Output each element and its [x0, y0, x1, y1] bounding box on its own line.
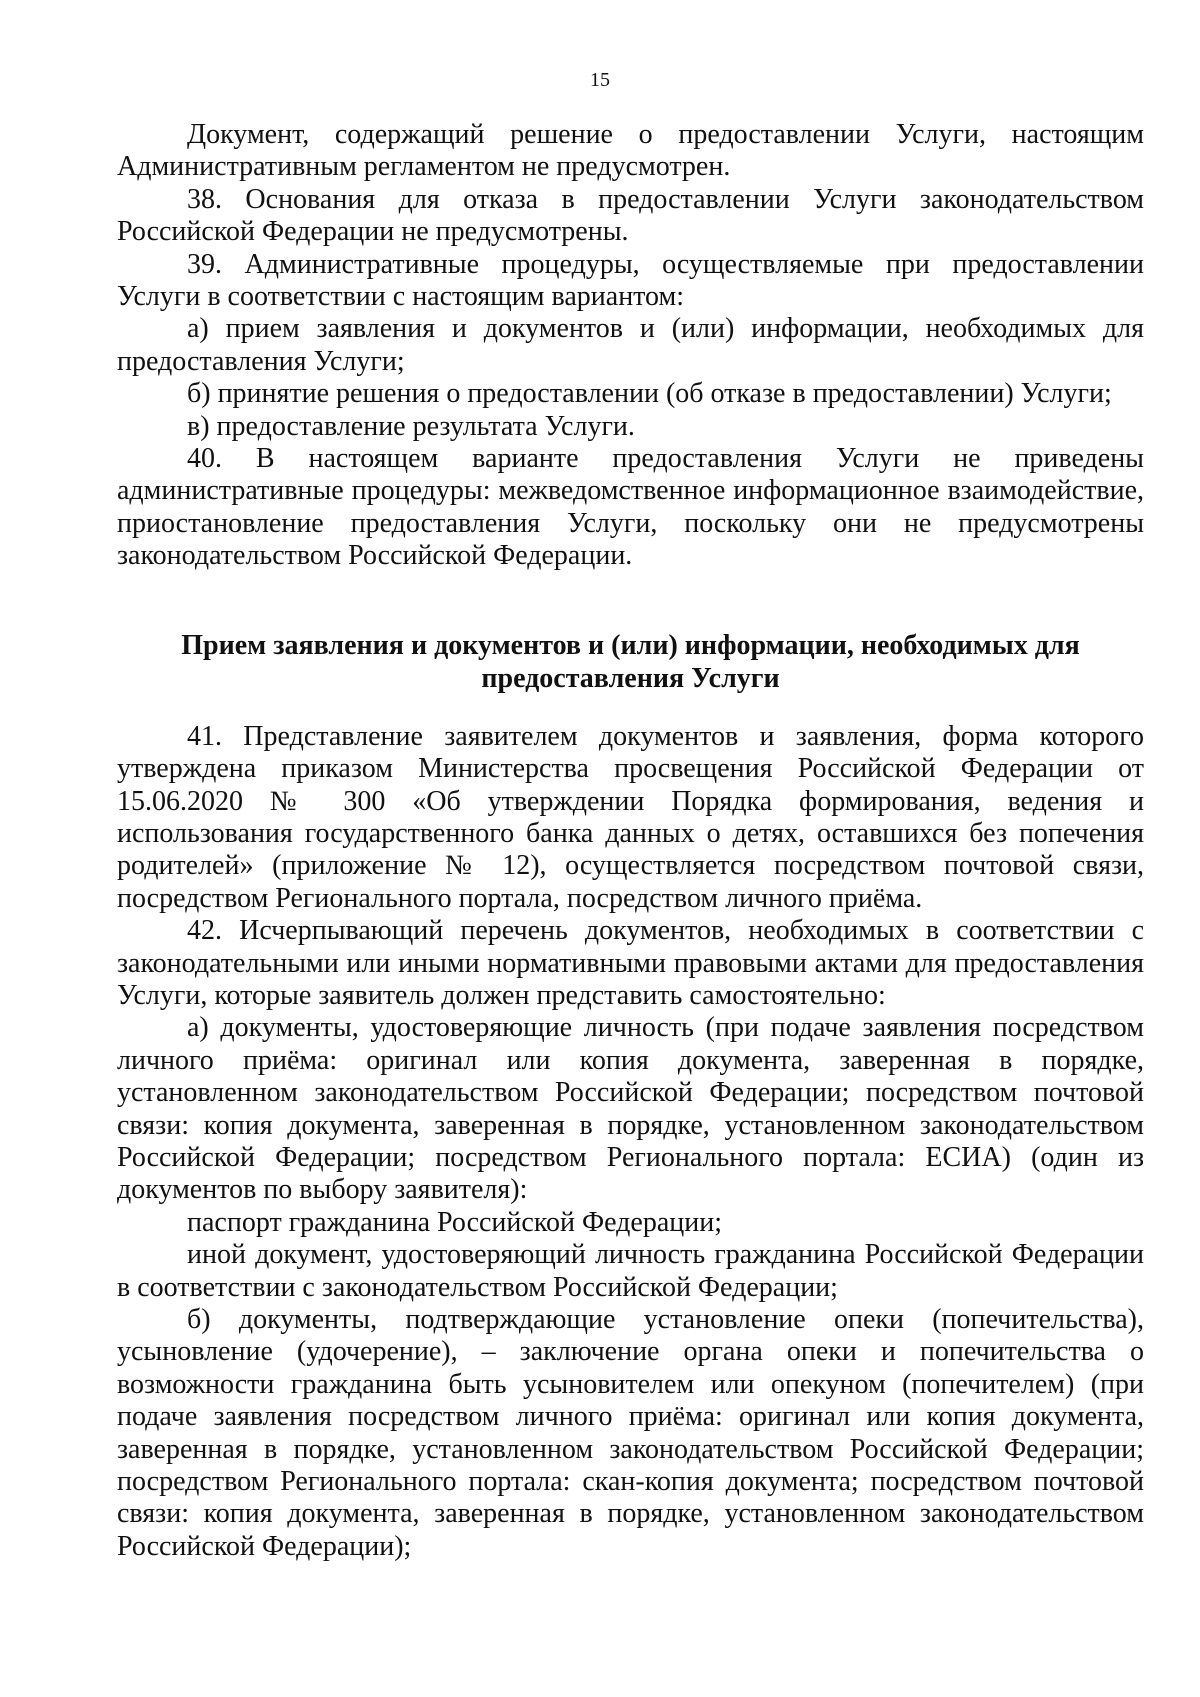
paragraph-39-a: а) прием заявления и документов и (или) информации, необходимых для предоставления Услуги; [117, 313, 1144, 377]
paragraph-42-a: а) документы, удостоверяющие личность (при подаче заявления посредством личного приёма: оригинал или копия документа, заверенная в порядке, установленном законодательством Российской Федерации; посредством почтовой связи: копия документа, заверенная в порядке, установленном законодательством Российской Федерации; посредством Регионального портала: ЕСИА) (один из документов по выбору заявителя): [117, 1012, 1144, 1206]
document-body [117, 119, 1144, 1563]
paragraph-39-b: б) принятие решения о предоставлении (об отказе в предоставлении) Услуги; [187, 378, 1112, 410]
paragraph-41: 41. Представление заявителем документов и заявления, форма которого утверждена приказом Министерства просвещения Российской Федерации от 15.06.2020 № 300 «Об утверждении Порядка формирования, ведения и использования государственного банка данных о детях, оставшихся без попечения родителей» (приложение № 12), осуществляется посредством почтовой связи, посредством Регионального портала, посредством личного приёма. [117, 720, 1144, 914]
paragraph-other-document: иной документ, удостоверяющий личность гражданина Российской Федерации в соответствии с законодательством Российской Федерации; [117, 1239, 1144, 1303]
section-heading-line1: Прием заявления и документов и (или) информации, необходимых для [181, 629, 1080, 661]
paragraph-42: 42. Исчерпывающий перечень документов, необходимых в соответствии с законодательными или иными нормативными правовыми актами для предоставления Услуги, которые заявитель должен представить самостоятельно: [117, 915, 1144, 1011]
paragraph-decision-document: Документ, содержащий решение о предоставлении Услуги, настоящим Административным регламентом не предусмотрен. [117, 119, 1144, 183]
paragraph-passport: паспорт гражданина Российской Федерации; [187, 1206, 723, 1238]
section-heading [117, 629, 1144, 695]
paragraph-38: 38. Основания для отказа в предоставлении Услуги законодательством Российской Федерации не предусмотрены. [117, 183, 1144, 248]
paragraph-39: 39. Административные процедуры, осуществляемые при предоставлении Услуги в соответствии с настоящим вариантом: [117, 248, 1144, 313]
section-heading-line2: предоставления Услуги [481, 662, 780, 694]
paragraph-40: 40. В настоящем варианте предоставления Услуги не приведены административные процедуры: межведомственное информационное взаимодействие, приостановление предоставления Услуги, поскольку они не предусмотрены законодательством Российской Федерации. [117, 443, 1144, 572]
paragraph-39-v: в) предоставление результата Услуги. [187, 410, 635, 442]
paragraph-42-b: б) документы, подтверждающие установление опеки (попечительства), усыновление (удочерение), – заключение органа опеки и попечительства о возможности гражданина быть усыновителем или опекуном (попечителем) (при подаче заявления посредством личного приёма: оригинал или копия документа, заверенная в порядке, установленном законодательством Российской Федерации; посредством Регионального портала: скан-копия документа; посредством почтовой связи: копия документа, заверенная в порядке, установленном законодательством Российской Федерации); [117, 1304, 1144, 1562]
page-number: 15 [590, 69, 610, 91]
